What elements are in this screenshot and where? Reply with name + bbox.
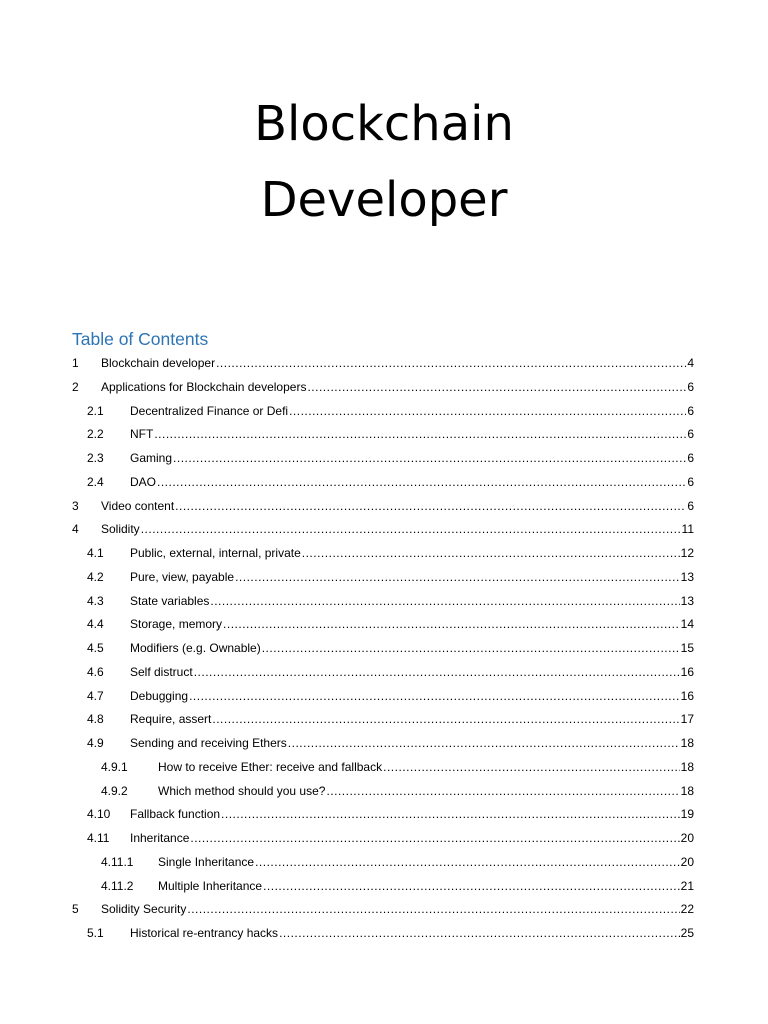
toc-entry-page: 6 — [687, 451, 694, 465]
toc-entry-title: Storage, memory — [130, 617, 223, 632]
toc-entry[interactable] — [0, 448, 768, 468]
toc-entry-number: 4.3 — [87, 593, 104, 608]
toc-entry-page: 25 — [680, 926, 694, 940]
toc-entry-title: Self distruct — [130, 664, 193, 679]
toc-entry-title: Historical re-entrancy hacks — [130, 926, 279, 940]
toc-entry-page: 6 — [687, 379, 694, 394]
toc-entry[interactable] — [0, 709, 768, 729]
toc-entry-page: 20 — [680, 831, 694, 845]
document-title-line-2: Developer — [260, 172, 508, 228]
toc-entry-line — [130, 686, 694, 706]
toc-dot-leader — [194, 662, 680, 682]
toc-entry[interactable] — [0, 591, 768, 611]
toc-entry-number: 2 — [72, 379, 79, 394]
toc-entry-number: 2.2 — [87, 427, 104, 442]
toc-entry-page: 13 — [680, 569, 694, 584]
toc-entry-title: NFT — [130, 427, 154, 442]
toc-dot-leader — [216, 353, 686, 373]
toc-entry-number: 4.9.1 — [101, 759, 128, 774]
toc-entry[interactable] — [0, 543, 768, 563]
toc-entry[interactable] — [0, 876, 768, 896]
toc-entry-title: Decentralized Finance or Defi — [130, 403, 289, 418]
toc-dot-leader — [157, 472, 686, 492]
toc-entry[interactable] — [0, 638, 768, 658]
toc-entry-title: Blockchain developer — [101, 356, 216, 370]
toc-dot-leader — [221, 804, 680, 824]
toc-entry-line — [130, 662, 694, 682]
toc-entry-page: 17 — [680, 712, 694, 727]
toc-dot-leader — [189, 686, 680, 706]
toc-dot-leader — [173, 448, 686, 468]
toc-entry[interactable] — [0, 496, 768, 516]
toc-dot-leader — [262, 638, 680, 658]
toc-entry-line — [158, 781, 694, 801]
toc-entry-line — [101, 899, 694, 919]
toc-entry[interactable] — [0, 852, 768, 872]
toc-entry-title: State variables — [130, 593, 210, 608]
toc-entry[interactable] — [0, 614, 768, 634]
toc-entry-page: 16 — [680, 664, 694, 679]
toc-entry-title: How to receive Ether: receive and fallback — [158, 759, 383, 774]
toc-entry-page: 6 — [687, 403, 694, 418]
toc-dot-leader — [190, 828, 679, 848]
toc-entry-line — [130, 804, 694, 824]
toc-entry-page: 15 — [680, 641, 694, 655]
toc-entry-number: 4 — [72, 522, 79, 537]
toc-entry-number: 4.2 — [87, 569, 104, 584]
toc-entry-number: 4.7 — [87, 688, 104, 703]
toc-entry-number: 4.6 — [87, 664, 104, 679]
toc-entry[interactable] — [0, 472, 768, 492]
toc-entry-title: Which method should you use? — [158, 783, 326, 798]
toc-dot-leader — [175, 496, 686, 516]
toc-entry-number: 4.11.1 — [101, 854, 134, 869]
toc-entry-line — [130, 543, 694, 563]
toc-dot-leader — [223, 614, 680, 634]
toc-dot-leader — [302, 543, 680, 563]
toc-entry-line — [130, 638, 694, 658]
toc-entry-page: 13 — [680, 593, 694, 608]
toc-entry[interactable] — [0, 828, 768, 848]
toc-entry-line — [130, 709, 694, 729]
toc-entry-number: 4.11.2 — [101, 878, 134, 893]
toc-entry-line — [130, 733, 694, 753]
toc-entry-number: 4.1 — [87, 546, 104, 560]
toc-dot-leader — [383, 757, 680, 777]
toc-entry[interactable] — [0, 733, 768, 753]
toc-entry[interactable] — [0, 781, 768, 801]
toc-heading: Table of Contents — [72, 329, 209, 349]
toc-entry-page: 14 — [680, 617, 694, 632]
toc-entry-line — [158, 876, 694, 896]
toc-dot-leader — [288, 733, 680, 753]
toc-entry-line — [101, 377, 694, 397]
toc-entry-number: 4.9.2 — [101, 783, 128, 798]
toc-entry-line — [130, 923, 694, 943]
toc-entry-page: 11 — [681, 522, 694, 537]
toc-entry[interactable] — [0, 686, 768, 706]
toc-entry-title: Pure, view, payable — [130, 569, 235, 584]
toc-entry[interactable] — [0, 899, 768, 919]
toc-dot-leader — [235, 567, 680, 587]
toc-entry-page: 19 — [680, 807, 694, 822]
toc-entry-page: 18 — [680, 736, 694, 750]
toc-entry-title: Single Inheritance — [158, 854, 255, 869]
toc-entry-page: 21 — [680, 878, 694, 893]
toc-entry-title: Public, external, internal, private — [130, 546, 301, 560]
toc-entry-title: Debugging — [130, 688, 189, 703]
toc-entry-title: Solidity — [101, 522, 140, 537]
toc-entry-number: 4.9 — [87, 736, 104, 750]
toc-entry-line — [130, 828, 694, 848]
toc-entry-page: 18 — [680, 759, 694, 774]
toc-entry-page: 20 — [680, 854, 694, 869]
document-title-line-1: Blockchain — [254, 96, 514, 152]
toc-entry-line — [130, 448, 694, 468]
toc-entry[interactable] — [0, 804, 768, 824]
toc-entry-title: Applications for Blockchain developers — [101, 379, 307, 394]
toc-entry-number: 2.1 — [87, 403, 104, 418]
toc-entry-number: 5 — [72, 902, 79, 917]
toc-entry-line — [130, 401, 694, 421]
toc-entry-line — [101, 496, 694, 516]
toc-dot-leader — [187, 899, 679, 919]
toc-dot-leader — [326, 781, 679, 801]
toc-entry-line — [130, 472, 694, 492]
toc-entry[interactable] — [0, 757, 768, 777]
toc-entry-title: Require, assert — [130, 712, 212, 727]
toc-entry-page: 4 — [687, 356, 694, 370]
toc-dot-leader — [289, 401, 686, 421]
toc-entry-line — [158, 852, 694, 872]
toc-entry-page: 6 — [687, 474, 694, 489]
toc-entry[interactable] — [0, 424, 768, 444]
toc-entry-number: 1 — [72, 356, 79, 370]
toc-dot-leader — [279, 923, 680, 943]
toc-entry-title: Solidity Security — [101, 902, 187, 917]
toc-entry[interactable] — [0, 353, 768, 373]
toc-dot-leader — [255, 852, 680, 872]
toc-entry-number: 4.10 — [87, 807, 111, 822]
toc-dot-leader — [263, 876, 680, 896]
toc-entry-page: 6 — [687, 498, 694, 513]
toc-entry-number: 4.8 — [87, 712, 104, 727]
toc-entry[interactable] — [0, 923, 768, 943]
toc-entry-page: 6 — [687, 427, 694, 442]
toc-entry[interactable] — [0, 519, 768, 539]
toc-entry-title: Multiple Inheritance — [158, 878, 263, 893]
toc-dot-leader — [307, 377, 686, 397]
toc-dot-leader — [210, 591, 679, 611]
toc-entry-title: DAO — [130, 474, 157, 489]
toc-entry[interactable] — [0, 567, 768, 587]
toc-entry-line — [130, 567, 694, 587]
toc-entry-line — [101, 519, 694, 539]
toc-entry-number: 2.4 — [87, 474, 104, 489]
toc-entry-number: 3 — [72, 498, 79, 513]
toc-entry-title: Sending and receiving Ethers — [130, 736, 287, 750]
toc-entry-number: 4.11 — [87, 831, 110, 845]
toc-entry-page: 16 — [680, 688, 694, 703]
toc-entry-line — [158, 757, 694, 777]
toc-dot-leader — [154, 424, 686, 444]
toc-entry-line — [130, 424, 694, 444]
toc-entry[interactable] — [0, 662, 768, 682]
toc-entry-title: Gaming — [130, 451, 173, 465]
toc-entry-page: 22 — [680, 902, 694, 917]
toc-entry[interactable] — [0, 401, 768, 421]
toc-entry-title: Video content — [101, 498, 175, 513]
toc-dot-leader — [212, 709, 679, 729]
toc-entry-page: 18 — [680, 783, 694, 798]
toc-entry-number: 4.5 — [87, 641, 104, 655]
toc-entry-line — [101, 353, 694, 373]
toc-entry-title: Fallback function — [130, 807, 221, 822]
toc-entry-number: 2.3 — [87, 451, 104, 465]
toc-dot-leader — [141, 519, 681, 539]
toc-entry-title: Modifiers (e.g. Ownable) — [130, 641, 261, 655]
toc-entry-line — [130, 591, 694, 611]
toc-entry-number: 5.1 — [87, 926, 104, 940]
toc-entry-line — [130, 614, 694, 634]
toc-entry-number: 4.4 — [87, 617, 104, 632]
toc-entry-title: Inheritance — [130, 831, 190, 845]
document-title — [0, 86, 768, 238]
toc-entry-page: 12 — [680, 546, 694, 560]
toc-entry[interactable] — [0, 377, 768, 397]
